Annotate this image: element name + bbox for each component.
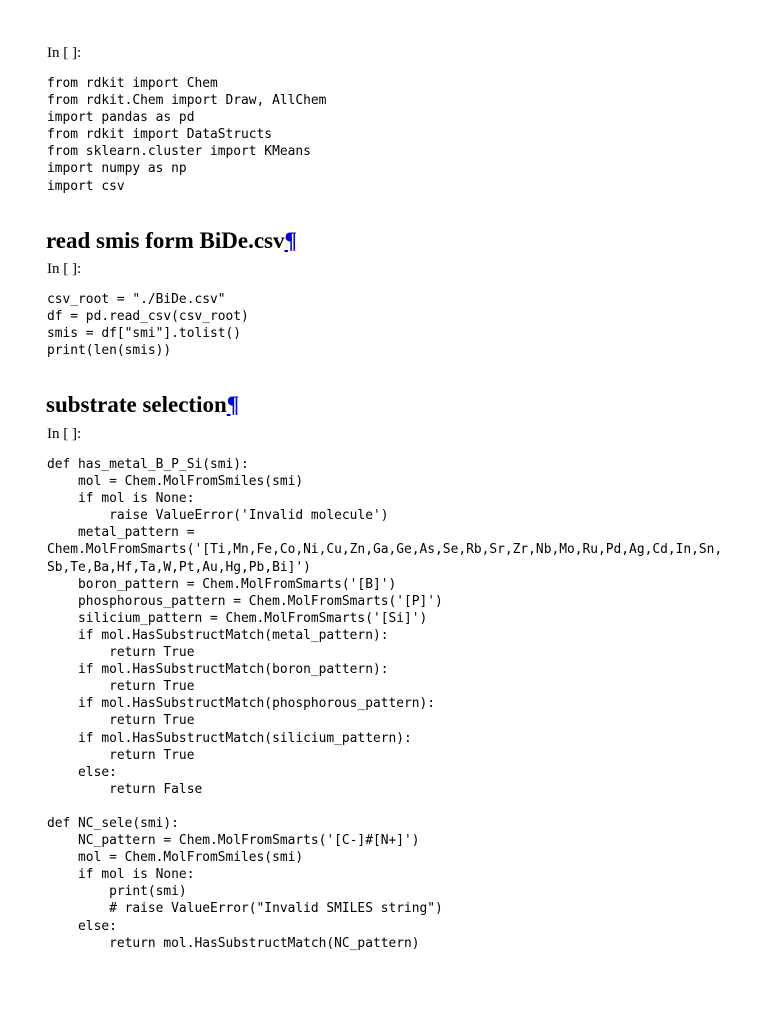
heading-anchor-link[interactable]: ¶ [284,228,297,253]
section-heading-substrate-selection [46,391,239,419]
code-cell-substrate-selection[interactable]: def has_metal_B_P_Si(smi): mol = Chem.MolFromSmiles(smi) if mol is None: raise ValueError('Invalid molecule') metal_pattern = Chem.MolFromSmarts('[Ti,Mn,Fe,Co,Ni,Cu,Zn,Ga,Ge,As,Se,Rb,Sr,Zr,Nb,Mo,Ru,Pd,Ag,Cd,In,Sn, Sb,Te,Ba,Hf,Ta,W,Pt,Au,Hg,Pb,Bi]') boron_pattern = Chem.MolFromSmarts('[B]') phosphorous_pattern = Chem.MolFromSmarts('[P]') silicium_pattern = Chem.MolFromSmarts('[Si]') if mol.HasSubstructMatch(metal_pattern): return True if mol.HasSubstructMatch(boron_pattern): return True if mol.HasSubstructMatch(phosphorous_pattern): return True if mol.HasSubstructMatch(silicium_pattern): return True else: return False def NC_sele(smi): NC_pattern = Chem.MolFromSmarts('[C-]#[N+]') mol = Chem.MolFromSmiles(smi) if mol is None: print(smi) # raise ValueError("Invalid SMILES string") else: return mol.HasSubstructMatch(NC_pattern) [47,457,723,951]
code-cell-read-csv[interactable]: csv_root = "./BiDe.csv" df = pd.read_csv(csv_root) smis = df["smi"].tolist() print(len(smis)) [47,292,249,359]
cell-prompt: In [ ]: [47,261,82,277]
heading-text: read smis form BiDe.csv [46,228,285,253]
heading-text: substrate selection [46,392,227,417]
section-heading-read-smis [46,227,297,255]
cell-prompt: In [ ]: [47,45,82,61]
heading-anchor-link[interactable]: ¶ [226,392,240,417]
code-cell-imports[interactable]: from rdkit import Chem from rdkit.Chem import Draw, AllChem import pandas as pd from rdkit import DataStructs from sklearn.cluster import KMeans import numpy as np import csv [47,76,327,194]
cell-prompt: In [ ]: [47,426,82,442]
